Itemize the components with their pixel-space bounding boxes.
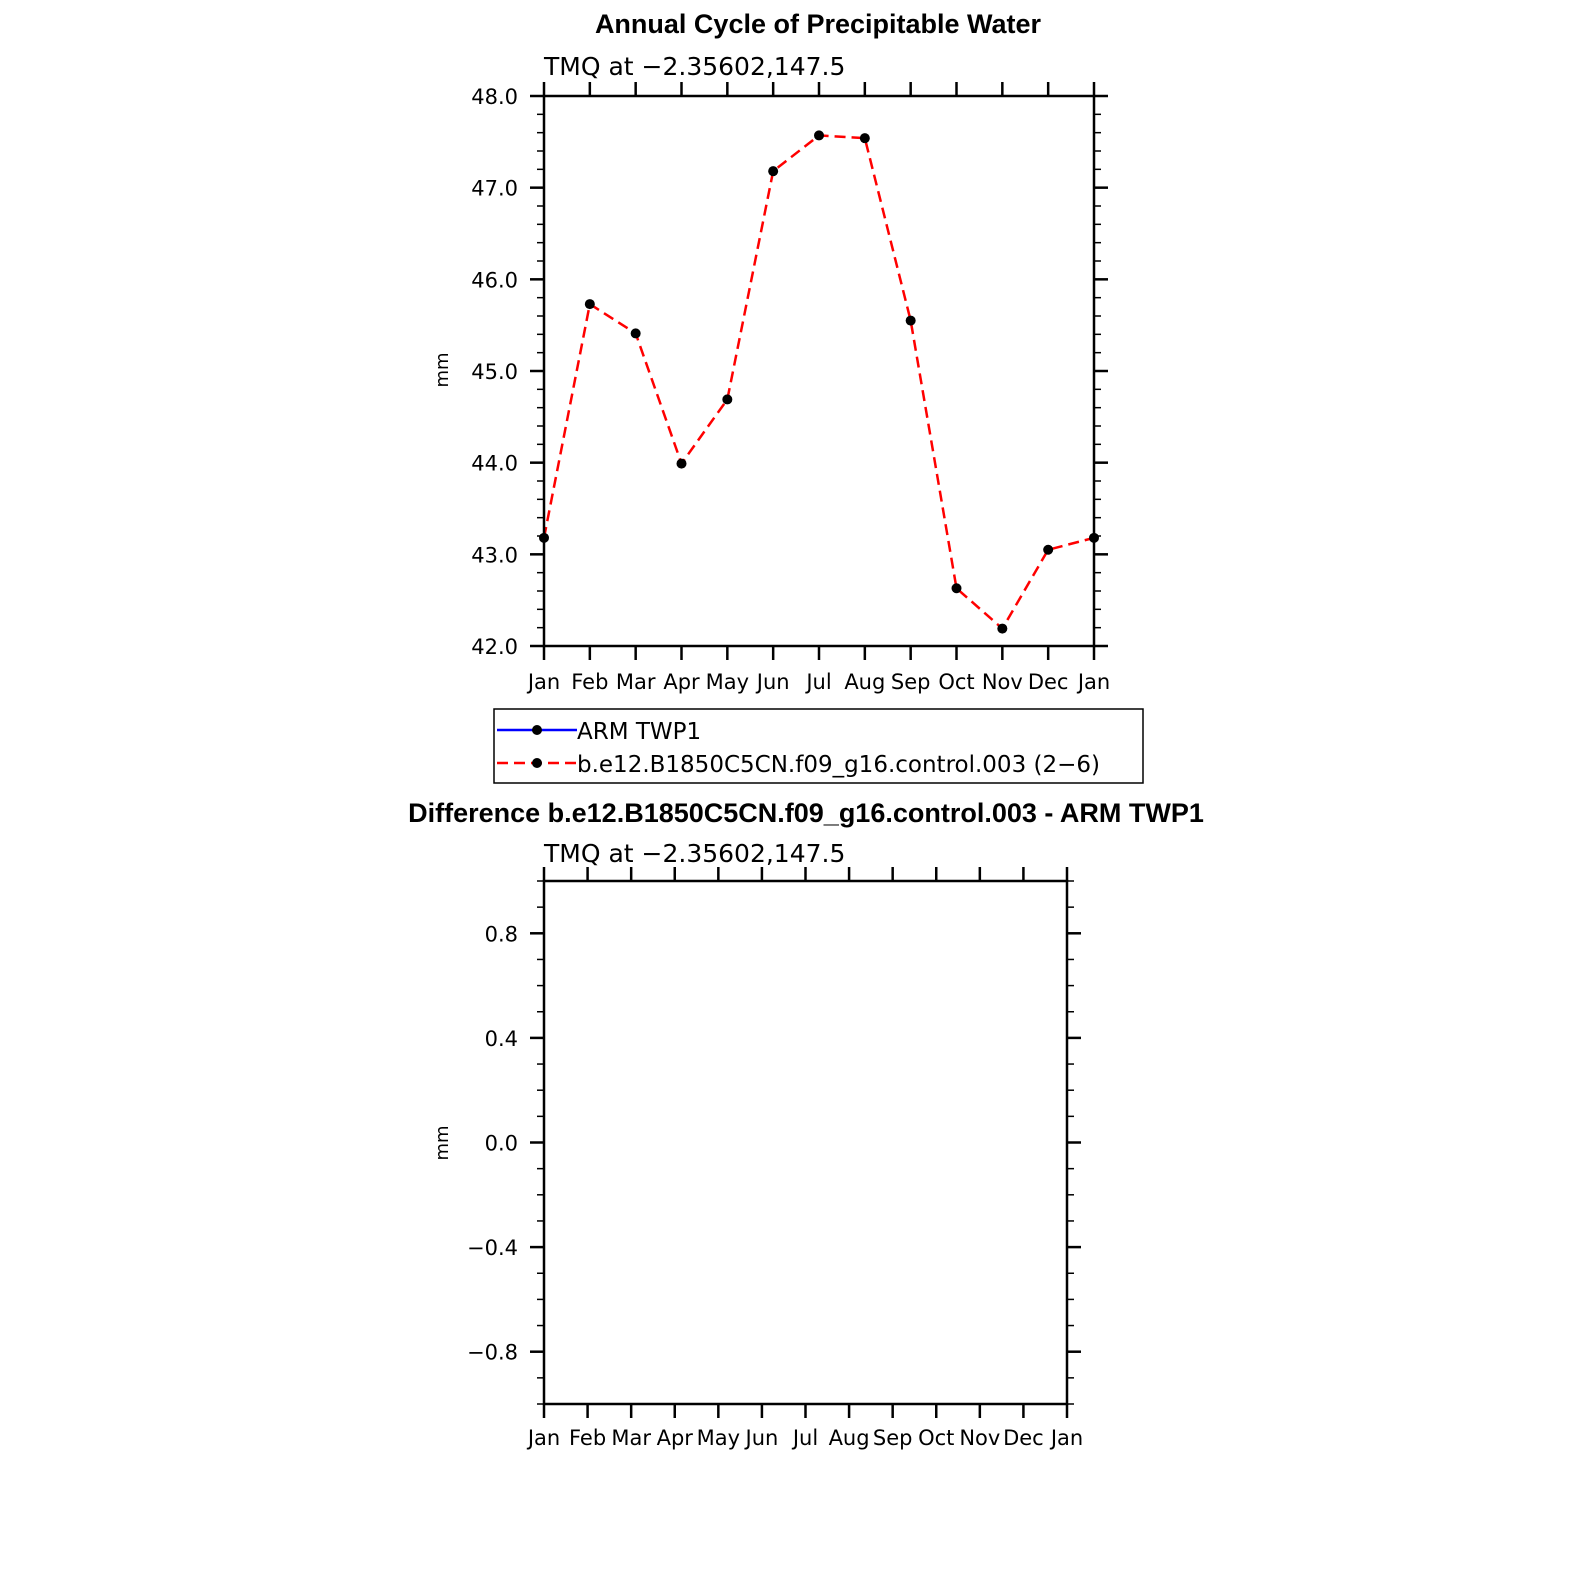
x-tick-label: Sep [872, 1426, 913, 1450]
x-tick-label: Sep [890, 670, 931, 694]
data-point [631, 328, 641, 338]
bottom-chart [408, 798, 1204, 1450]
data-point [952, 583, 962, 593]
y-tick-label: 46.0 [471, 268, 518, 293]
y-tick-label: 45.0 [471, 360, 518, 384]
bottom-chart-title: Difference b.e12.B1850C5CN.f09_g16.control.003 - ARM TWP1 [408, 798, 1204, 828]
x-tick-label: Aug [844, 670, 886, 694]
x-tick-label: Apr [656, 1426, 693, 1450]
top-chart-series [539, 130, 1099, 633]
x-tick-label: May [696, 1426, 741, 1450]
x-tick-label: Jul [806, 670, 832, 694]
top-chart-plot-frame [544, 96, 1094, 646]
x-tick-label: Mar [611, 1426, 651, 1450]
y-tick-label: 43.0 [471, 543, 518, 568]
legend [494, 709, 1143, 783]
x-tick-label: Mar [615, 670, 656, 694]
x-tick-label: Jan [527, 670, 561, 694]
top-chart [432, 9, 1110, 694]
y-tick-label: 0.4 [484, 1026, 518, 1051]
x-tick-label: Dec [1003, 1426, 1044, 1450]
legend-marker-model [532, 758, 542, 768]
legend-label-model: b.e12.B1850C5CN.f09_g16.control.003 (2−6) [577, 752, 1100, 778]
x-tick-label: Aug [828, 1426, 870, 1450]
x-tick-label: Jan [527, 1426, 561, 1450]
y-tick-label: 42.0 [471, 635, 518, 659]
x-tick-label: Nov [981, 670, 1023, 694]
data-point [906, 316, 916, 326]
y-tick-label: 48.0 [471, 85, 518, 109]
legend-marker-arm-twp1 [532, 725, 542, 735]
y-tick-label: 0.0 [484, 1131, 518, 1156]
y-tick-label: 44.0 [471, 451, 518, 476]
bottom-chart-ticks [467, 867, 1083, 1450]
x-tick-label: Feb [568, 1426, 607, 1450]
x-tick-label: Jun [745, 1426, 779, 1450]
x-tick-label: Jun [756, 670, 790, 694]
data-point [585, 299, 595, 309]
x-tick-label: Jan [1077, 670, 1111, 694]
x-tick-label: Oct [938, 670, 975, 694]
top-chart-subtitle: TMQ at −2.35602,147.5 [544, 52, 846, 81]
bottom-chart-y-axis-label: mm [432, 1125, 453, 1161]
data-point [814, 130, 824, 140]
x-tick-label: Dec [1027, 670, 1069, 694]
x-tick-label: Jan [1050, 1426, 1084, 1450]
y-tick-label: −0.4 [467, 1236, 518, 1261]
y-tick-label: 47.0 [471, 176, 518, 201]
data-point [722, 394, 732, 404]
x-tick-label: May [705, 670, 750, 694]
y-tick-label: −0.8 [467, 1340, 518, 1365]
y-tick-label: 0.8 [484, 922, 518, 947]
x-tick-label: Feb [571, 670, 609, 694]
bottom-chart-plot-frame [544, 881, 1067, 1404]
data-point [997, 624, 1007, 634]
x-tick-label: Jul [792, 1426, 819, 1450]
top-chart-ticks [471, 82, 1110, 694]
x-tick-label: Oct [918, 1426, 955, 1450]
data-point [1043, 545, 1053, 555]
legend-label-arm-twp1: ARM TWP1 [577, 719, 702, 745]
data-point [860, 133, 870, 143]
series-line-1 [544, 135, 1094, 628]
top-chart-y-axis-label: mm [432, 352, 453, 388]
x-tick-label: Nov [959, 1426, 1001, 1450]
x-tick-label: Apr [663, 670, 700, 694]
data-point [768, 166, 778, 176]
top-chart-title: Annual Cycle of Precipitable Water [594, 9, 1042, 39]
bottom-chart-subtitle: TMQ at −2.35602,147.5 [544, 839, 846, 868]
data-point [677, 459, 687, 469]
